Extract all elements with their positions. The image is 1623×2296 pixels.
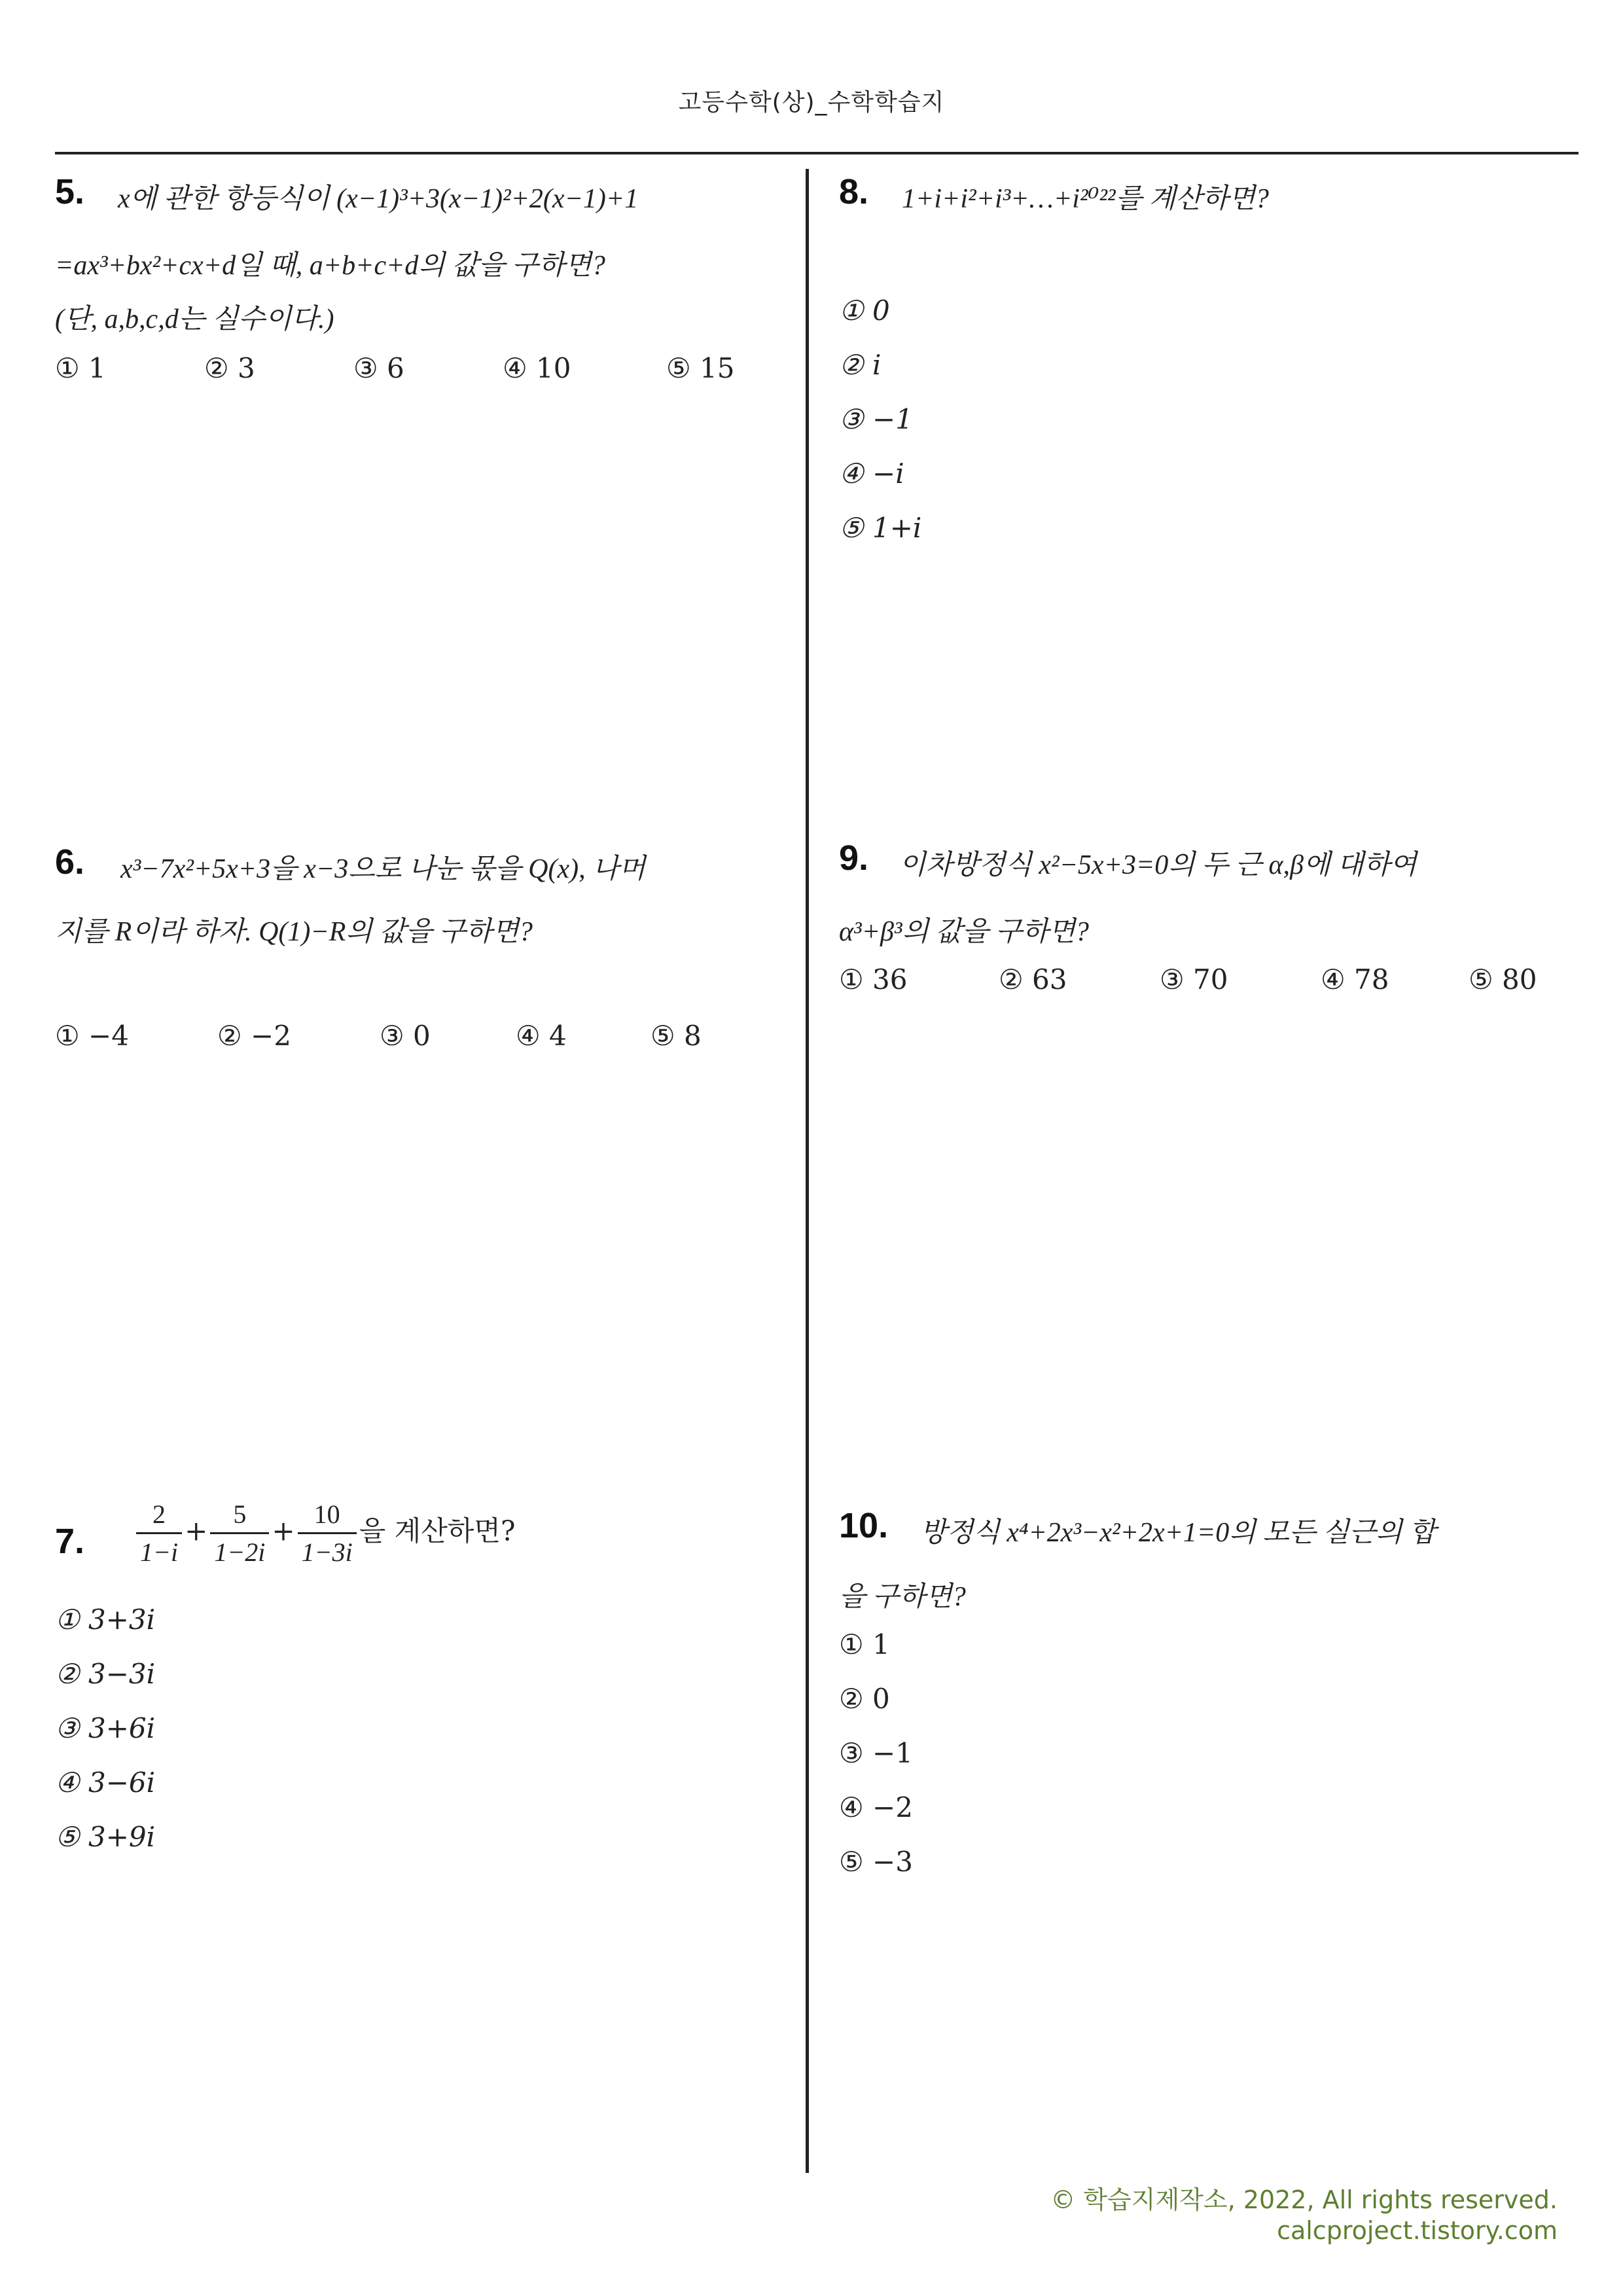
choice-3[interactable]: ③ −1 [839,1737,913,1769]
choice-4[interactable]: ④ −i [839,457,904,490]
problem-number: 6. [55,842,85,882]
problem-text-line-2: α³+β³의 값을 구하면? [839,917,1089,947]
choice-3[interactable]: ③ 6 [353,352,404,384]
plus-sign-1: + [185,1515,208,1547]
choice-4[interactable]: ④ 3−6i [55,1767,156,1799]
problem-text-line-2: 지를 R이라 하자. Q(1)−R의 값을 구하면? [55,917,533,947]
problem-number: 9. [839,838,869,878]
problem-number: 10. [839,1506,889,1545]
problem-8 [839,171,1572,564]
page-title: 고등수학(상)_수학학습지 [678,89,945,116]
problem-text-line-1: 방정식 x⁴+2x³−x²+2x+1=0의 모든 실근의 합 [920,1518,1436,1548]
problem-text-line-1: x³−7x²+5x+3을 x−3으로 나눈 몫을 Q(x), 나머 [120,854,646,884]
fraction-3-denominator: 1−3i [301,1537,353,1567]
choice-1[interactable]: ① 1 [55,352,106,384]
choice-1[interactable]: ① 3+3i [55,1604,156,1636]
choice-4[interactable]: ④ 4 [516,1020,567,1052]
choice-2[interactable]: ② 3 [204,352,255,384]
problem-text-line-3: (단, a,b,c,d는 실수이다.) [55,304,334,334]
problem-5 [55,171,788,407]
choice-4[interactable]: ④ 10 [503,352,571,384]
choice-3[interactable]: ③ 3+6i [55,1712,156,1744]
problem-9 [839,838,1572,1060]
fraction-3 [298,1499,357,1568]
choice-2[interactable]: ② 3−3i [55,1658,156,1690]
problem-text-line-1: x에 관한 항등식이 (x−1)³+3(x−1)²+2(x−1)+1 [118,184,639,214]
choice-5[interactable]: ⑤ −3 [839,1846,913,1878]
problem-suffix: 을 계산하면? [359,1515,516,1547]
problem-7 [55,1499,788,1865]
header-rule [55,152,1578,154]
fraction-1-denominator: 1−i [140,1537,179,1567]
choice-3[interactable]: ③ 70 [1160,963,1228,996]
choice-5[interactable]: ⑤ 8 [651,1020,702,1052]
choice-3[interactable]: ③ 0 [380,1020,431,1052]
problem-text-line-2: =ax³+bx²+cx+d일 때, a+b+c+d의 값을 구하면? [55,251,605,281]
choice-2[interactable]: ② 0 [839,1683,890,1715]
problem-number: 7. [55,1522,85,1561]
problem-expression [134,1499,515,1568]
fraction-1-numerator: 2 [136,1499,182,1534]
fraction-3-numerator: 10 [298,1499,357,1534]
choice-5[interactable]: ⑤ 1+i [839,512,922,544]
choice-5[interactable]: ⑤ 3+9i [55,1821,156,1853]
choice-4[interactable]: ④ −2 [839,1791,913,1823]
choice-2[interactable]: ② i [839,349,882,381]
problem-text-line-1: 1+i+i²+i³+…+i²⁰²²를 계산하면? [902,184,1269,214]
copyright-notice: © 학습지제작소, 2022, All rights reserved. [1050,2185,1558,2214]
problem-6 [55,842,788,1064]
problem-10 [839,1505,1572,1898]
choice-1[interactable]: ① 36 [839,963,908,996]
fraction-1 [136,1499,182,1568]
choice-2[interactable]: ② −2 [217,1020,291,1052]
choice-1[interactable]: ① 1 [839,1628,890,1660]
problem-text-line-2: 을 구하면? [839,1582,966,1612]
problem-text-line-1: 이차방정식 x²−5x+3=0의 두 근 α,β에 대하여 [899,850,1417,880]
choice-1[interactable]: ① 0 [839,295,890,327]
fraction-2-numerator: 5 [210,1499,269,1534]
column-divider [806,169,809,2173]
problem-number: 8. [839,172,869,211]
choice-3[interactable]: ③ −1 [839,403,913,435]
choice-2[interactable]: ② 63 [999,963,1067,996]
choice-4[interactable]: ④ 78 [1321,963,1389,996]
choice-5[interactable]: ⑤ 80 [1469,963,1537,996]
fraction-2 [210,1499,269,1568]
footer-url[interactable]: calcproject.tistory.com [1277,2216,1558,2245]
problem-number: 5. [55,172,85,211]
fraction-2-denominator: 1−2i [214,1537,266,1567]
choice-1[interactable]: ① −4 [55,1020,129,1052]
choice-5[interactable]: ⑤ 15 [666,352,735,384]
plus-sign-2: + [272,1515,295,1547]
